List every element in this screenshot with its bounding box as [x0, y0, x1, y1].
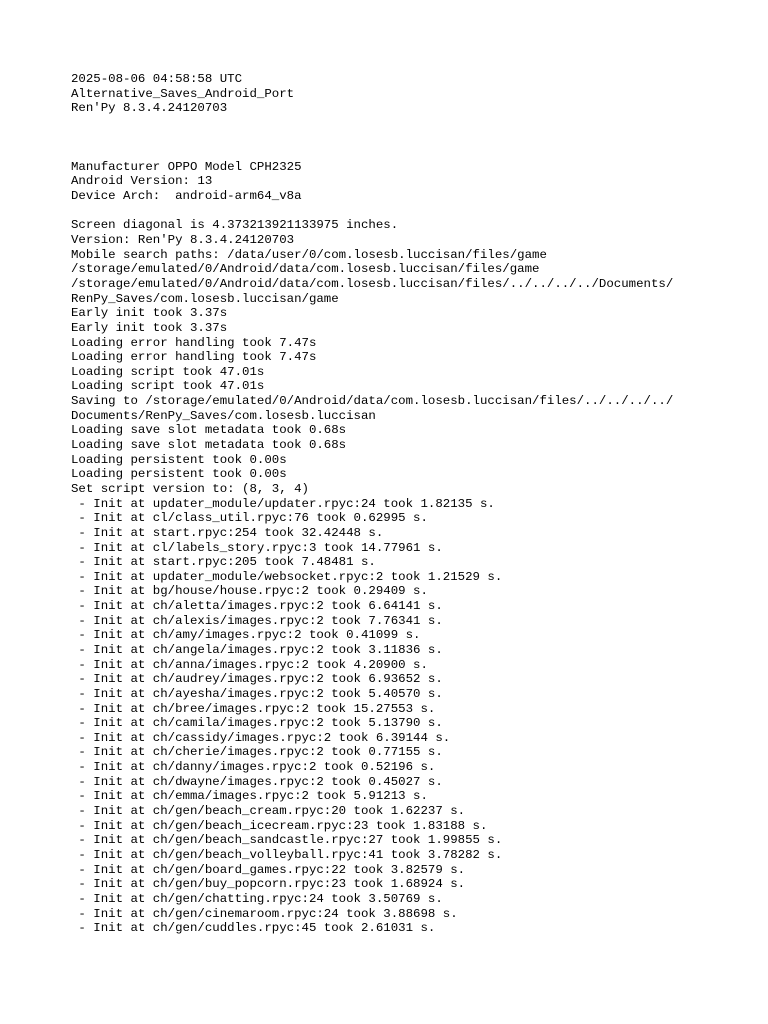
- log-line: - Init at bg/house/house.rpyc:2 took 0.29409 s.: [71, 584, 428, 599]
- device-info-block: [71, 160, 758, 204]
- log-line: Screen diagonal is 4.373213921133975 inches.: [71, 218, 399, 233]
- log-line: - Init at ch/gen/board_games.rpyc:22 took 3.82579 s.: [71, 862, 466, 877]
- log-line: RenPy_Saves/com.losesb.luccisan/game: [71, 291, 339, 306]
- log-line: Early init took 3.37s: [71, 320, 228, 335]
- log-line: Loading script took 47.01s: [71, 379, 265, 394]
- log-line: - Init at ch/alexis/images.rpyc:2 took 7.76341 s.: [71, 613, 443, 628]
- log-line: Early init took 3.37s: [71, 306, 228, 321]
- log-line: - Init at ch/angela/images.rpyc:2 took 3.11836 s.: [71, 642, 443, 657]
- log-document: [71, 72, 758, 936]
- log-line: - Init at ch/gen/beach_volleyball.rpyc:41 took 3.78282 s.: [71, 847, 503, 862]
- log-line: Loading script took 47.01s: [71, 364, 265, 379]
- header-line: Alternative_Saves_Android_Port: [71, 86, 295, 101]
- log-line: - Init at ch/danny/images.rpyc:2 took 0.52196 s.: [71, 760, 436, 775]
- log-line: - Init at ch/gen/cinemaroom.rpyc:24 took 3.88698 s.: [71, 906, 458, 921]
- header-line: Ren'Py 8.3.4.24120703: [71, 101, 228, 116]
- log-line: /storage/emulated/0/Android/data/com.losesb.luccisan/files/game: [71, 262, 540, 277]
- log-line: Mobile search paths: /data/user/0/com.losesb.luccisan/files/game: [71, 247, 547, 262]
- log-line: Version: Ren'Py 8.3.4.24120703: [71, 233, 295, 248]
- log-line: - Init at ch/camila/images.rpyc:2 took 5.13790 s.: [71, 716, 443, 731]
- log-line: Loading persistent took 0.00s: [71, 467, 287, 482]
- log-lines-block: [71, 218, 758, 935]
- log-line: Loading error handling took 7.47s: [71, 350, 317, 365]
- log-line: - Init at ch/gen/chatting.rpyc:24 took 3.50769 s.: [71, 891, 443, 906]
- log-line: - Init at ch/gen/beach_cream.rpyc:20 took 1.62237 s.: [71, 804, 466, 819]
- log-line: - Init at ch/cherie/images.rpyc:2 took 0.77155 s.: [71, 745, 443, 760]
- log-line: Saving to /storage/emulated/0/Android/data/com.losesb.luccisan/files/../../../../: [71, 394, 674, 409]
- log-line: /storage/emulated/0/Android/data/com.losesb.luccisan/files/../../../../Documents/: [71, 276, 674, 291]
- log-line: - Init at ch/audrey/images.rpyc:2 took 6.93652 s.: [71, 672, 443, 687]
- header-block: [71, 72, 758, 116]
- spacer: [71, 204, 758, 219]
- log-line: - Init at cl/labels_story.rpyc:3 took 14.77961 s.: [71, 540, 443, 555]
- log-line: - Init at ch/cassidy/images.rpyc:2 took 6.39144 s.: [71, 730, 451, 745]
- log-line: - Init at ch/emma/images.rpyc:2 took 5.91213 s.: [71, 789, 428, 804]
- spacer: [71, 131, 758, 146]
- log-line: - Init at ch/gen/buy_popcorn.rpyc:23 took 1.68924 s.: [71, 877, 466, 892]
- log-line: - Init at cl/class_util.rpyc:76 took 0.62995 s.: [71, 511, 428, 526]
- spacer: [71, 145, 758, 160]
- log-line: - Init at ch/bree/images.rpyc:2 took 15.27553 s.: [71, 701, 436, 716]
- log-line: - Init at ch/ayesha/images.rpyc:2 took 5.40570 s.: [71, 686, 443, 701]
- log-line: - Init at ch/gen/beach_icecream.rpyc:23 took 1.83188 s.: [71, 818, 488, 833]
- log-line: - Init at ch/gen/beach_sandcastle.rpyc:27 took 1.99855 s.: [71, 833, 503, 848]
- header-line: 2025-08-06 04:58:58 UTC: [71, 72, 243, 86]
- log-line: - Init at ch/anna/images.rpyc:2 took 4.20900 s.: [71, 657, 428, 672]
- log-line: Loading save slot metadata took 0.68s: [71, 438, 347, 453]
- log-line: - Init at ch/dwayne/images.rpyc:2 took 0.45027 s.: [71, 774, 443, 789]
- log-line: Set script version to: (8, 3, 4): [71, 481, 309, 496]
- device-info-line: Manufacturer OPPO Model CPH2325: [71, 159, 302, 174]
- log-line: Loading persistent took 0.00s: [71, 452, 287, 467]
- log-line: Loading error handling took 7.47s: [71, 335, 317, 350]
- log-line: - Init at start.rpyc:205 took 7.48481 s.: [71, 555, 376, 570]
- log-line: - Init at ch/gen/cuddles.rpyc:45 took 2.61031 s.: [71, 921, 436, 936]
- log-line: Loading save slot metadata took 0.68s: [71, 423, 347, 438]
- device-info-line: Android Version: 13: [71, 174, 213, 189]
- log-line: - Init at updater_module/websocket.rpyc:2 took 1.21529 s.: [71, 569, 503, 584]
- log-line: Documents/RenPy_Saves/com.losesb.luccisan: [71, 408, 376, 423]
- device-info-line: Device Arch: android-arm64_v8a: [71, 189, 302, 204]
- log-line: - Init at ch/amy/images.rpyc:2 took 0.41099 s.: [71, 628, 421, 643]
- log-line: - Init at ch/aletta/images.rpyc:2 took 6.64141 s.: [71, 599, 443, 614]
- spacer: [71, 116, 758, 131]
- log-line: - Init at start.rpyc:254 took 32.42448 s.: [71, 525, 384, 540]
- log-line: - Init at updater_module/updater.rpyc:24 took 1.82135 s.: [71, 496, 495, 511]
